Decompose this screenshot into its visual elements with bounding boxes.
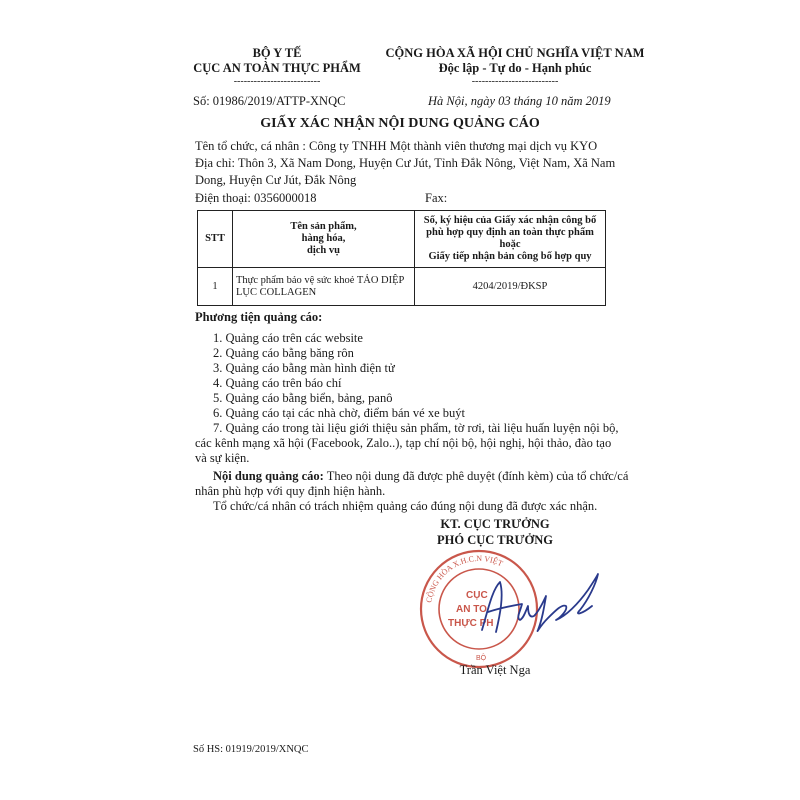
col-header-cert-l2: phù hợp quy định an toàn thực phẩm hoặc [426,227,594,250]
country-motto: Độc lập - Tự do - Hạnh phúc [438,61,592,75]
page-title: GIẤY XÁC NHẬN NỘI DUNG QUẢNG CÁO [260,116,540,131]
org-fax: Fax: [425,191,448,205]
stamp-text-mid: AN TO [456,604,487,615]
col-header-cert [415,211,606,268]
file-number: Số HS: 01919/2019/XNQC [193,744,309,755]
stamp-text-bot: THỰC PH [448,618,494,629]
media-item-5: 5. Quảng cáo bằng biển, bảng, panô [213,391,393,405]
col-header-product-l1: Tên sản phẩm, [290,221,357,232]
cell-product [233,268,415,306]
org-address-line2: Dong, Huyện Cư Jút, Đắk Nông [195,173,357,187]
media-item-2: 2. Quảng cáo bằng băng rôn [213,346,354,360]
col-header-product [233,211,415,268]
document-number: Số: 01986/2019/ATTP-XNQC [193,94,346,108]
org-name: Tên tổ chức, cá nhân : Công ty TNHH Một thành viên thương mại dịch vụ KYO [195,139,598,153]
media-item-7-line3: và sự kiện. [195,451,250,465]
col-header-cert-l1: Số, ký hiệu của Giấy xác nhận công bố [423,215,597,226]
signer-title-2: PHÓ CỤC TRƯỞNG [437,533,553,547]
department-name: CỤC AN TOÀN THỰC PHẨM [193,61,361,75]
cell-cert: 4204/2019/ĐKSP [415,268,606,306]
handwritten-signature-icon [470,560,610,650]
stamp-text-top: CỤC [466,590,488,601]
table-header-row [198,211,606,268]
media-item-4: 4. Quảng cáo trên báo chí [213,376,342,390]
signer-name: Trần Việt Nga [459,663,531,677]
media-item-7-line1: 7. Quảng cáo trong tài liệu giới thiệu sản phẩm, tờ rơi, tài liệu huấn luyện nội bộ, [213,421,619,435]
media-heading: Phương tiện quảng cáo: [195,310,323,324]
product-table [197,210,606,306]
responsibility-line: Tổ chức/cá nhân có trách nhiệm quảng cáo đúng nội dung đã được xác nhận. [213,499,598,513]
col-header-product-l3: dịch vụ [307,245,340,256]
svg-text:BỘ: BỘ [476,655,487,662]
col-header-cert-l3: Giấy tiếp nhận bản công bố hợp quy [428,251,592,262]
stamp-ring-text: CỘNG HÒA X.H.C.N VIỆT [424,553,505,604]
media-item-6: 6. Quảng cáo tại các nhà chờ, điểm bán vé xe buýt [213,406,466,420]
document-date: Hà Nội, ngày 03 tháng 10 năm 2019 [428,94,611,108]
cell-product-l2: LỤC COLLAGEN [236,286,317,298]
media-item-1: 1. Quảng cáo trên các website [213,331,363,345]
media-item-3: 3. Quảng cáo bằng màn hình điện tử [213,361,395,375]
signer-title-1: KT. CỤC TRƯỞNG [440,517,550,531]
country-name: CỘNG HÒA XÃ HỘI CHỦ NGHĨA VIỆT NAM [385,46,645,60]
content-label: Nội dung quảng cáo: [213,469,324,483]
table-row [198,268,606,306]
col-header-product-l2: hàng hóa, [301,233,346,244]
org-address-line1: Địa chỉ: Thôn 3, Xã Nam Dong, Huyện Cư Jút, Tỉnh Đắk Nông, Việt Nam, Xã Nam [195,156,616,170]
cell-product-l1: Thực phẩm bảo vệ sức khoẻ TẢO DIỆP [236,274,405,286]
header-left-divider: -------------------------- [233,76,321,87]
media-item-7-line2: các kênh mạng xã hội (Facebook, Zalo..), tạp chí nội bộ, hội nghị, hội thảo, đào tạo [195,436,612,450]
header-right-divider: -------------------------- [471,76,559,87]
col-header-stt: STT [198,211,233,268]
content-line1 [213,469,628,484]
ministry-name: BỘ Y TẾ [252,46,302,60]
org-phone: Điện thoại: 0356000018 [195,191,317,205]
cell-stt: 1 [198,268,233,306]
content-line2: nhân phù hợp với quy định hiện hành. [195,484,386,498]
content-text-l1: Theo nội dung đã được phê duyệt (đính kèm) của tổ chức/cá [323,469,629,483]
